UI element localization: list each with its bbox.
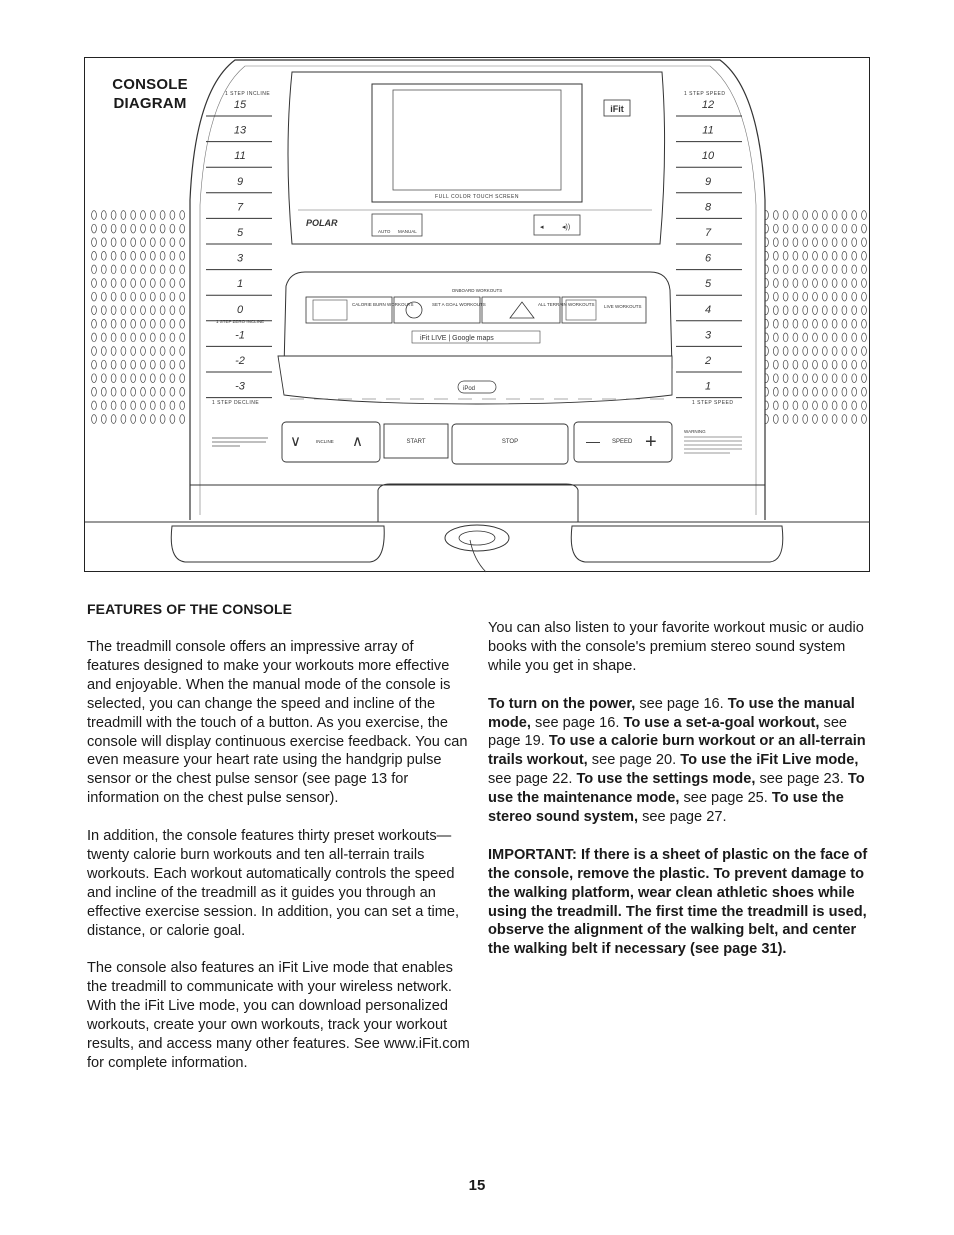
- left-speaker-grille: [92, 211, 185, 424]
- set-goal-button[interactable]: [394, 297, 480, 323]
- diagram-title-line2: DIAGRAM: [113, 95, 187, 112]
- auto-label: AUTO: [378, 229, 391, 234]
- manual-label: MANUAL: [398, 229, 417, 234]
- ref-text: see page 23.: [755, 771, 848, 788]
- incline-value: 1: [236, 278, 244, 291]
- all-terrain-button[interactable]: [482, 297, 560, 323]
- ref-text: see page 22.: [488, 771, 577, 788]
- ref-bold: To use the manual mode,: [488, 695, 855, 731]
- incline-value: 15: [233, 99, 247, 111]
- ifit-live-text: iFit LIVE | Google maps: [420, 335, 494, 342]
- page-number: 15: [468, 1177, 486, 1194]
- all-terrain-label: ALL TERRAIN WORKOUTS: [538, 302, 595, 307]
- incline-value: -2: [235, 355, 245, 367]
- speed-footer: 1 STEP SPEED: [692, 400, 734, 406]
- ref-text: see page 20.: [587, 752, 681, 769]
- incline-value: -1: [235, 329, 245, 342]
- features-heading: FEATURES OF THE CONSOLE: [87, 601, 293, 617]
- speed-value: 2: [704, 355, 712, 367]
- ref-bold: To use the settings mode,: [576, 771, 756, 788]
- speed-value: 1: [704, 380, 712, 393]
- intro-paragraph: You can also listen to your favorite workout music or audio books with the console's premium stereo sound system while you get in shape.: [488, 620, 864, 674]
- safety-key[interactable]: [445, 525, 509, 551]
- ifit-badge: iFit: [610, 104, 624, 114]
- incline-text: INCLINE: [316, 439, 334, 444]
- control-row: [282, 422, 672, 464]
- right-column: [488, 619, 870, 978]
- speed-value: 3: [704, 329, 712, 342]
- ref-bold: To use the stereo sound system,: [488, 790, 844, 826]
- stop-label: STOP: [501, 439, 519, 445]
- speed-minus-icon[interactable]: —: [586, 433, 600, 449]
- ref-bold: To use the maintenance mode,: [488, 771, 865, 807]
- live-workouts-label: LIVE WORKOUTS: [604, 304, 642, 309]
- references-paragraph: [488, 695, 870, 827]
- incline-value: 5: [236, 227, 244, 239]
- volume-up-icon[interactable]: ◂)): [562, 224, 571, 231]
- lower-console: [278, 356, 672, 404]
- speed-value: 6: [704, 252, 712, 265]
- ref-bold: To use a calorie burn workout or an all-terrain trails workout,: [488, 733, 866, 769]
- speed-text: SPEED: [612, 439, 633, 445]
- speed-value: 8: [704, 201, 712, 214]
- polar-logo: POLAR: [306, 218, 338, 228]
- ipod-label: iPod: [463, 386, 476, 392]
- incline-value: 9: [236, 175, 244, 188]
- calorie-burn-label: CALORIE BURN WORKOUTS: [352, 302, 414, 307]
- speed-value: 5: [704, 278, 712, 291]
- ref-text: see page 25.: [679, 790, 772, 807]
- speed-value: 12: [701, 99, 715, 111]
- right-speaker-grille: [764, 211, 867, 424]
- workout-buttons: [306, 297, 646, 323]
- speed-value: 9: [704, 175, 712, 188]
- speed-plus-icon[interactable]: +: [645, 431, 657, 453]
- ref-text: see page 16.: [635, 695, 728, 712]
- set-goal-label: SET A GOAL WORKOUTS: [432, 302, 486, 307]
- incline-header: 1 STEP INCLINE: [225, 91, 271, 97]
- paragraph: In addition, the console features thirty preset workouts—twenty calorie burn workouts and ten all-terrain trails workouts. Each workout automatically controls the speed and incline of the treadmill as it guides you through an effective exercise session. In addition, you can set a time, distance, or calorie goal.: [87, 828, 460, 939]
- incline-value: 3: [236, 252, 244, 265]
- incline-value: 7: [236, 201, 244, 214]
- heart-icon: [313, 300, 347, 320]
- incline-zero-note: 1 STEP ZERO INCLINE: [216, 319, 265, 324]
- speed-value: 10: [701, 150, 715, 163]
- ref-bold: To use the iFit Live mode,: [680, 752, 859, 769]
- diagram-title-line1: CONSOLE: [112, 76, 188, 93]
- warning-label: WARNING: [684, 429, 706, 434]
- touch-screen[interactable]: [393, 90, 561, 190]
- ref-bold: To use a set-a-goal workout,: [623, 714, 820, 731]
- ref-text: see page 19.: [488, 714, 848, 750]
- screen-caption: FULL COLOR TOUCH SCREEN: [435, 194, 519, 200]
- incline-footer: 1 STEP DECLINE: [212, 400, 260, 406]
- speed-header: 1 STEP SPEED: [684, 91, 726, 97]
- volume-down-icon[interactable]: ◂: [540, 224, 544, 231]
- speed-value: 4: [704, 303, 712, 316]
- left-column: [87, 638, 470, 1092]
- ref-text: see page 27.: [638, 809, 727, 826]
- incline-up-icon[interactable]: ∧: [352, 433, 363, 450]
- incline-value: 0: [236, 303, 244, 316]
- paragraph: The console also features an iFit Live mode that enables the treadmill to communicate with your wireless network. With the iFit Live mode, you can download personalized workouts, create your own workouts, track your workout results, and access many other features. See www.iFit.com for complete information.: [87, 960, 470, 1071]
- incline-value: 11: [234, 150, 246, 163]
- ref-bold: To turn on the power,: [488, 695, 636, 712]
- incline-down-icon[interactable]: ∨: [290, 433, 301, 450]
- paragraph: The treadmill console offers an impressive array of features designed to make your workouts more effective and enjoyable. When the manual mode of the console is selected, you can change the speed and incline of the treadmill with the touch of a button. As you exercise, the console will display continuous exercise feedback. You can even measure your heart rate using the handgrip pulse sensor or the chest pulse sensor (see page 13 for information on the chest pulse sensor).: [87, 639, 468, 807]
- right-handrail: [571, 526, 783, 562]
- speed-value: 7: [704, 227, 712, 239]
- speed-value: 11: [702, 124, 714, 137]
- ref-text: see page 16.: [530, 714, 624, 731]
- left-handrail: [171, 526, 384, 562]
- start-label: START: [406, 439, 426, 445]
- onboard-workouts-label: ONBOARD WORKOUTS: [451, 288, 503, 293]
- incline-value: 13: [233, 124, 247, 137]
- incline-value: -3: [235, 380, 245, 393]
- important-paragraph: IMPORTANT: If there is a sheet of plastic on the face of the console, remove the plastic. To prevent damage to the walking platform, wear clean athletic shoes while using the treadmill. The first time the treadmill is used, observe the alignment of the walking belt, and center the walking belt if necessary (see page 31).: [488, 846, 868, 958]
